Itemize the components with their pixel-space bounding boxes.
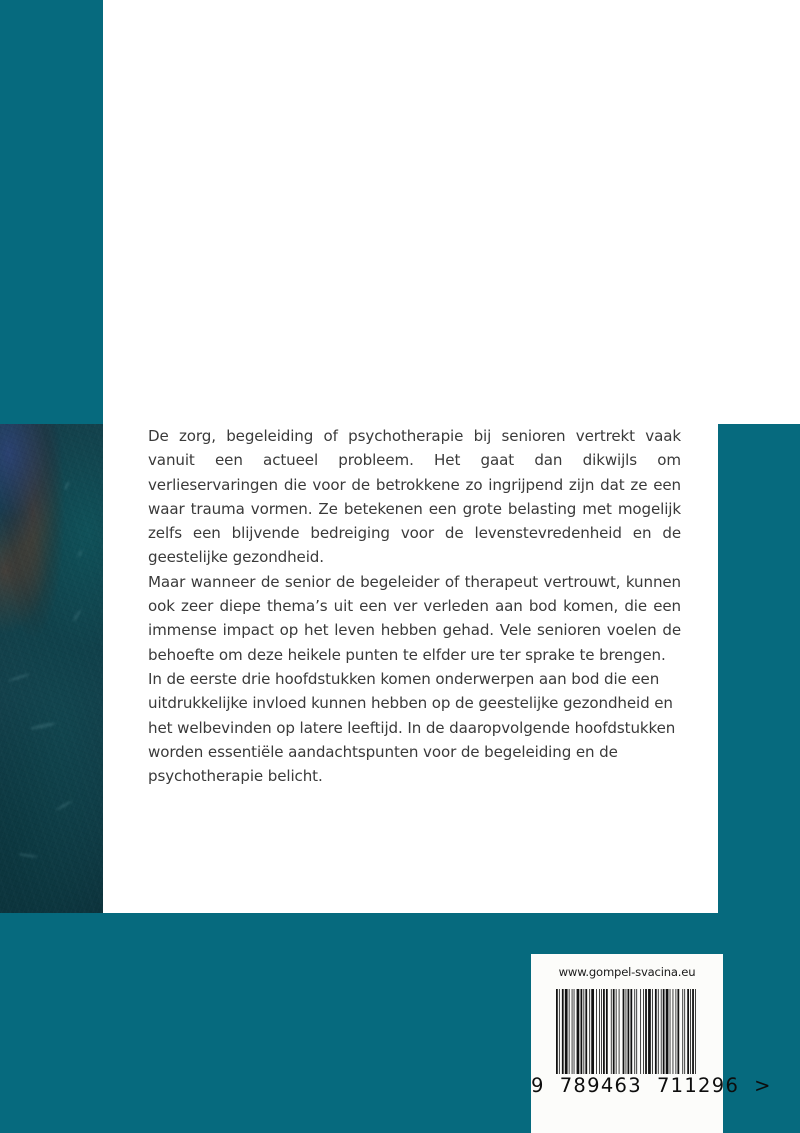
blurb-paragraph-2: Maar wanneer de senior de begeleider of therapeut vertrouwt, kunnen ook zeer diepe thema’s uit een ver verleden aan bod komen, die een immense impact op het leven hebben gehad. Vele senioren voelen de behoefte om deze heikele punten te elfder ure ter sprake te brengen. [148,572,681,664]
barcode-panel [531,954,772,1133]
isbn-digits: 9 789463 711296 > [531,1074,772,1097]
blurb-text-block [148,424,681,788]
publisher-website-url: www.gompel-svacina.eu [558,965,696,979]
photo-grain [0,424,103,913]
blurb-paragraph-1: De zorg, begeleiding of psychotherapie bij senioren vertrekt vaak vanuit een actueel probleem. Het gaat dan dikwijls om verlieservaringen die voor de betrokkene zo ingrijpend zijn dat ze een waar trauma vormen. Ze betekenen een grote belasting met mogelijk zelfs een blijvende bedreiging voor de levenstevredenheid en de geestelijke gezondheid. [148,427,681,567]
teal-band-right [718,424,800,913]
cover-photo-strip [0,424,103,913]
teal-band-top-left [0,0,103,424]
isbn-barcode-image [556,989,699,1074]
blurb-paragraph-3: In de eerste drie hoofdstukken komen onderwerpen aan bod die een uitdrukkelijke invloed kunnen hebben op de geestelijke gezondheid en het welbevinden op latere leeftijd. In de daaropvolgende hoofdstukken worden essentiële aandachtspunten voor de begeleiding en de psychotherapie belicht. [148,669,676,786]
blurb-panel [103,0,718,913]
